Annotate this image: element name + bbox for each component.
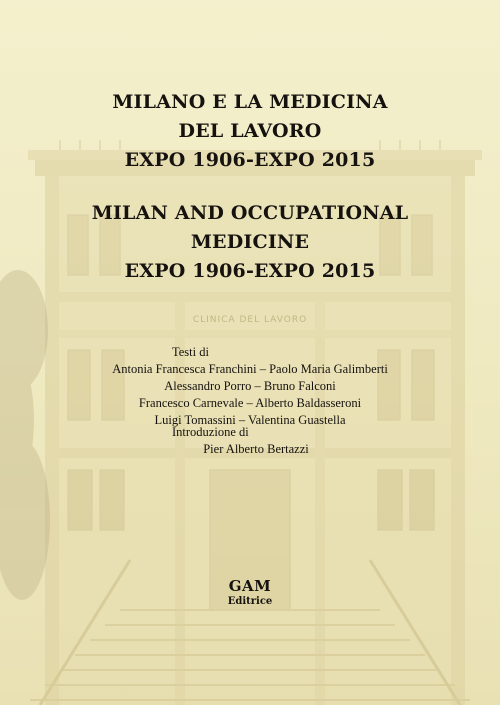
publisher-logo [0,577,500,608]
italian-title-line: MILANO E LA MEDICINA [112,91,388,113]
english-title [0,199,500,286]
publisher-name: GAM [228,577,272,595]
italian-title-line: EXPO 1906-EXPO 2015 [124,149,376,171]
publisher-subtitle: Editrice [227,596,273,607]
author-line: Francesco Carnevale – Alberto Baldasseroni [138,396,362,410]
introduction-label: Introduzione di [172,425,249,439]
author-line: Alessandro Porro – Bruno Falconi [164,379,336,393]
authors-label: Testi di [172,345,209,359]
english-title-line: EXPO 1906-EXPO 2015 [124,260,376,282]
english-title-line: MILAN AND OCCUPATIONAL [91,202,409,224]
italian-title [0,88,500,175]
english-title-line: MEDICINE [190,231,310,253]
authors-block [0,344,500,429]
italian-title-line: DEL LAVORO [178,120,322,142]
introduction-block [0,424,500,458]
building-sign-text: CLINICA DEL LAVORO [192,315,308,325]
author-line: Luigi Tomassini – Valentina Guastella [154,413,346,427]
introduction-author: Pier Alberto Bertazzi [203,442,309,456]
author-line: Antonia Francesca Franchini – Paolo Maria Galimberti [112,362,388,376]
